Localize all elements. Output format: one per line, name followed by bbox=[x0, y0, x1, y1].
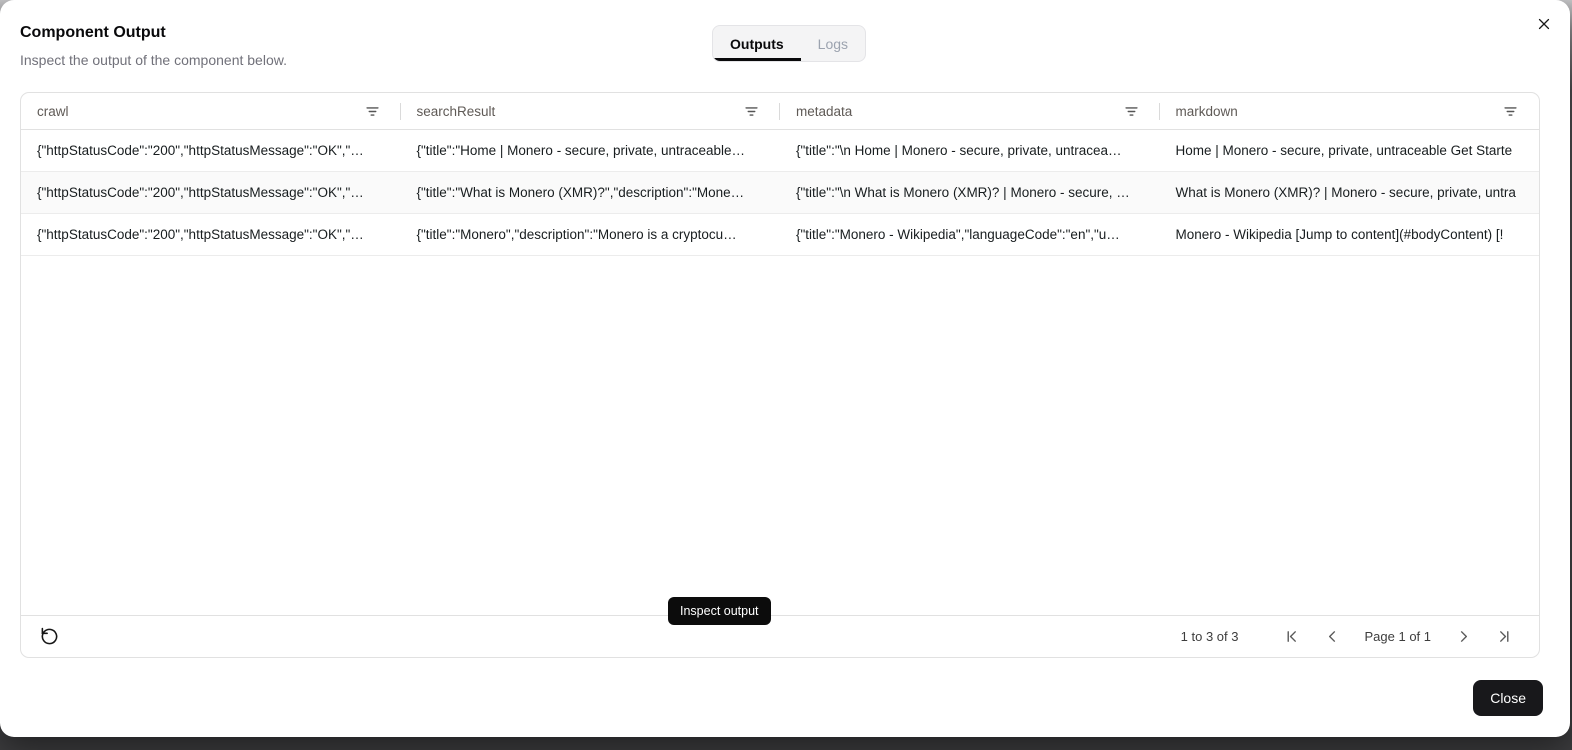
filter-icon[interactable] bbox=[1504, 105, 1517, 118]
pagination bbox=[1181, 628, 1513, 646]
table-row bbox=[21, 172, 1539, 214]
column-label: searchResult bbox=[416, 103, 496, 119]
column-label: crawl bbox=[37, 103, 69, 119]
table-footer bbox=[21, 615, 1539, 657]
pager-controls bbox=[1283, 628, 1514, 646]
tab-outputs[interactable]: Outputs bbox=[713, 26, 801, 61]
cell-metadata[interactable]: {"title":"Monero - Wikipedia","languageCode":"en","u… bbox=[796, 227, 1120, 242]
cell-markdown[interactable]: Home | Monero - secure, private, untraceable Get Starte bbox=[1175, 143, 1513, 158]
close-button[interactable]: Close bbox=[1473, 680, 1543, 716]
cell-searchresult[interactable]: {"title":"Home | Monero - secure, private, untraceable… bbox=[416, 143, 746, 158]
table-row bbox=[21, 130, 1539, 172]
dialog-header bbox=[20, 24, 287, 68]
table-row bbox=[21, 214, 1539, 256]
table-header-row bbox=[21, 93, 1539, 130]
previous-page-icon[interactable] bbox=[1324, 628, 1342, 646]
row-range-summary: 1 to 3 of 3 bbox=[1180, 629, 1239, 644]
cell-metadata[interactable]: {"title":"\n What is Monero (XMR)? | Monero - secure, … bbox=[796, 185, 1130, 200]
column-header-crawl[interactable] bbox=[21, 93, 401, 129]
dialog-title: Component Output bbox=[20, 24, 166, 41]
page-summary: Page 1 of 1 bbox=[1364, 629, 1431, 644]
cell-crawl[interactable]: {"httpStatusCode":"200","httpStatusMessage":"OK","… bbox=[37, 185, 364, 200]
refresh-icon[interactable] bbox=[33, 621, 65, 653]
cell-searchresult[interactable]: {"title":"Monero","description":"Monero is a cryptocu… bbox=[416, 227, 737, 242]
cell-crawl[interactable]: {"httpStatusCode":"200","httpStatusMessage":"OK","… bbox=[37, 143, 364, 158]
cell-markdown[interactable]: Monero - Wikipedia [Jump to content](#bodyContent) [! bbox=[1175, 227, 1504, 242]
column-header-markdown[interactable] bbox=[1160, 93, 1540, 129]
column-label: markdown bbox=[1175, 103, 1238, 119]
tab-logs[interactable]: Logs bbox=[801, 26, 865, 61]
column-header-metadata[interactable] bbox=[780, 93, 1160, 129]
next-page-icon[interactable] bbox=[1454, 628, 1472, 646]
tooltip-label: Inspect output bbox=[680, 604, 759, 618]
filter-icon[interactable] bbox=[1125, 105, 1138, 118]
filter-icon[interactable] bbox=[745, 105, 758, 118]
output-table bbox=[20, 92, 1540, 658]
table-body bbox=[21, 130, 1539, 618]
last-page-icon[interactable] bbox=[1495, 628, 1513, 646]
output-logs-tabs bbox=[712, 25, 866, 62]
cell-metadata[interactable]: {"title":"\n Home | Monero - secure, private, untracea… bbox=[796, 143, 1122, 158]
close-icon[interactable] bbox=[1532, 12, 1556, 36]
cell-markdown[interactable]: What is Monero (XMR)? | Monero - secure, private, untra bbox=[1175, 185, 1516, 200]
cell-searchresult[interactable]: {"title":"What is Monero (XMR)?","description":"Mone… bbox=[416, 185, 745, 200]
filter-icon[interactable] bbox=[366, 105, 379, 118]
dialog-subtitle: Inspect the output of the component below. bbox=[20, 52, 287, 68]
cell-crawl[interactable]: {"httpStatusCode":"200","httpStatusMessage":"OK","… bbox=[37, 227, 364, 242]
first-page-icon[interactable] bbox=[1283, 628, 1301, 646]
column-label: metadata bbox=[796, 103, 853, 119]
column-header-searchresult[interactable] bbox=[401, 93, 781, 129]
